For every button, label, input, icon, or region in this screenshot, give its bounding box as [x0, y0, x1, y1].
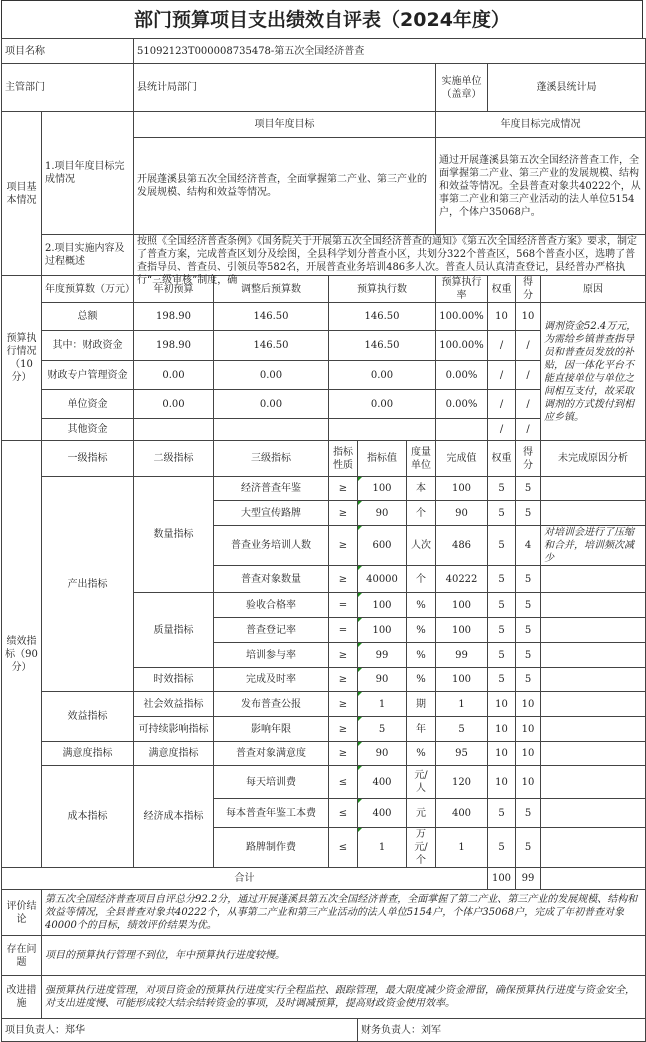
perf-header: 一级指标 [42, 441, 134, 477]
table-row [2, 441, 646, 477]
goal-header: 项目年度目标 [134, 112, 436, 138]
budget-cell: 198.90 [134, 303, 214, 331]
perf-header: 完成值 [436, 441, 488, 477]
actual-value: 95 [436, 742, 488, 766]
indicator-name: 验收合格率 [214, 593, 329, 618]
budget-cell: / [516, 419, 541, 441]
budget-cell: / [516, 390, 541, 419]
shortfall-reason [541, 566, 646, 593]
target-value: 40000 [358, 566, 407, 593]
weight: 5 [488, 828, 516, 868]
indicator-type: ≥ [329, 477, 358, 501]
perf-header: 指标性质 [329, 441, 358, 477]
budget-cell: 0.00 [134, 390, 214, 419]
budget-header: 权重 [488, 276, 516, 303]
target-value: 1 [358, 828, 407, 868]
shortfall-reason [541, 643, 646, 668]
indicator-type: ≥ [329, 717, 358, 742]
indicator-name: 每天培训费 [214, 766, 329, 799]
perf-header: 权重 [488, 441, 516, 477]
basic-info-label: 项目基本情况 [2, 112, 42, 276]
done-header: 年度目标完成情况 [436, 112, 646, 138]
perf-header: 指标值 [358, 441, 407, 477]
project-name-label: 项目名称 [2, 39, 134, 64]
actual-value: 99 [436, 643, 488, 668]
budget-cell: 146.50 [329, 331, 436, 361]
score: 10 [516, 692, 541, 717]
shortfall-reason [541, 742, 646, 766]
budget-cell: 0.00 [134, 361, 214, 390]
shortfall-reason [541, 618, 646, 643]
budget-cell: 其中：财政资金 [42, 331, 134, 361]
unit: % [407, 593, 436, 618]
indicator-name: 普查业务培训人数 [214, 526, 329, 566]
budget-cell: 146.50 [214, 303, 329, 331]
shortfall-reason [541, 692, 646, 717]
target-value: 100 [358, 593, 407, 618]
budget-cell [214, 419, 329, 441]
budget-cell: 198.90 [134, 331, 214, 361]
actual-value: 100 [436, 618, 488, 643]
level2-indicator: 时效指标 [134, 668, 214, 692]
score: 5 [516, 828, 541, 868]
shortfall-reason [541, 477, 646, 501]
actual-value: 1 [436, 828, 488, 868]
budget-cell: 0.00 [214, 390, 329, 419]
indicator-type: = [329, 593, 358, 618]
dept-value: 县统计局部门 [134, 64, 436, 112]
target-value: 90 [358, 668, 407, 692]
project-name: 51092123T000008735478-第五次全国经济普查 [134, 39, 646, 64]
budget-cell: / [516, 331, 541, 361]
actual-value: 1 [436, 692, 488, 717]
score: 5 [516, 501, 541, 526]
shortfall-reason [541, 828, 646, 868]
weight: 5 [488, 593, 516, 618]
table-row [2, 766, 646, 799]
weight: 10 [488, 692, 516, 717]
unit: % [407, 742, 436, 766]
budget-header: 原因 [541, 276, 646, 303]
unit: % [407, 618, 436, 643]
unit: 元/人 [407, 766, 436, 799]
target-value: 400 [358, 799, 407, 828]
budget-section-label: 预算执行情况（10分） [2, 276, 42, 441]
unit-label: 实施单位（盖章） [436, 64, 488, 112]
score: 10 [516, 717, 541, 742]
indicator-name: 每本普查年鉴工本费 [214, 799, 329, 828]
page-title: 部门预算项目支出绩效自评表（2024年度） [1, 0, 643, 38]
weight: 10 [488, 717, 516, 742]
table-row [2, 890, 646, 936]
actual-value: 40222 [436, 566, 488, 593]
budget-cell: 146.50 [329, 303, 436, 331]
problem-text: 项目的预算执行管理不到位，年中预算执行进度较慢。 [42, 936, 646, 976]
improve-label: 改进措施 [2, 976, 42, 1019]
target-value: 100 [358, 477, 407, 501]
indicator-type: ≥ [329, 566, 358, 593]
weight: 5 [488, 799, 516, 828]
unit: 人次 [407, 526, 436, 566]
level2-indicator: 可持续影响指标 [134, 717, 214, 742]
level1-indicator: 满意度指标 [42, 742, 134, 766]
budget-header: 预算执行数 [329, 276, 436, 303]
budget-header: 预算执行率 [436, 276, 488, 303]
total-blank [541, 868, 646, 890]
indicator-name: 影响年限 [214, 717, 329, 742]
perf-header: 未完成原因分析 [541, 441, 646, 477]
table-row [2, 276, 646, 303]
shortfall-reason [541, 766, 646, 799]
shortfall-reason [541, 501, 646, 526]
budget-cell: 0.00% [436, 361, 488, 390]
indicator-type: ≥ [329, 742, 358, 766]
budget-cell: 100.00% [436, 303, 488, 331]
improve-text: 强预算执行进度管理，对项目资金的预算执行进度实行全程监控、跟踪管理，最大限度减少资金滞留，确保预算执行进度与资金安全，对支出进度慢、可能形成较大结余结转资金的事项，及时调减预算，提高财政资金使用效率。 [42, 976, 646, 1019]
score: 4 [516, 526, 541, 566]
budget-header: 年度预算数（万元） [42, 276, 134, 303]
actual-value: 120 [436, 766, 488, 799]
indicator-name: 路牌制作费 [214, 828, 329, 868]
table-row [2, 692, 646, 717]
unit: 万元/个 [407, 828, 436, 868]
table-row [2, 868, 646, 890]
weight: 5 [488, 668, 516, 692]
target-value: 5 [358, 717, 407, 742]
target-value: 100 [358, 618, 407, 643]
indicator-name: 经济普查年鉴 [214, 477, 329, 501]
budget-cell: 财政专户管理资金 [42, 361, 134, 390]
budget-header: 年初预算 [134, 276, 214, 303]
indicator-name: 完成及时率 [214, 668, 329, 692]
budget-cell: 单位资金 [42, 390, 134, 419]
indicator-type: ≤ [329, 828, 358, 868]
level2-indicator: 满意度指标 [134, 742, 214, 766]
indicator-type: ≤ [329, 766, 358, 799]
score: 5 [516, 566, 541, 593]
indicator-name: 培训参与率 [214, 643, 329, 668]
unit: 本 [407, 477, 436, 501]
score: 5 [516, 799, 541, 828]
perf-header: 得分 [516, 441, 541, 477]
unit: 年 [407, 717, 436, 742]
actual-value: 100 [436, 668, 488, 692]
score: 10 [516, 742, 541, 766]
budget-cell: 其他资金 [42, 419, 134, 441]
score: 5 [516, 643, 541, 668]
item1-label: 1.项目年度目标完成情况 [42, 112, 134, 235]
weight: 5 [488, 477, 516, 501]
indicator-type: ≥ [329, 643, 358, 668]
table-row [2, 477, 646, 501]
unit-value: 蓬溪县统计局 [488, 64, 646, 112]
score: 10 [516, 766, 541, 799]
indicator-name: 大型宣传路牌 [214, 501, 329, 526]
evaluation-table [1, 38, 646, 1042]
target-value: 90 [358, 501, 407, 526]
budget-cell: 总额 [42, 303, 134, 331]
weight: 10 [488, 766, 516, 799]
table-row [2, 1019, 646, 1042]
shortfall-reason [541, 593, 646, 618]
indicator-name: 普查对象满意度 [214, 742, 329, 766]
level1-indicator: 产出指标 [42, 477, 134, 692]
project-lead: 项目负责人：郑华 [2, 1019, 358, 1042]
indicator-type: ≥ [329, 692, 358, 717]
budget-cell: 146.50 [214, 331, 329, 361]
level2-indicator: 经济成本指标 [134, 766, 214, 868]
budget-cell [329, 419, 436, 441]
table-row [2, 976, 646, 1019]
table-row [2, 303, 646, 331]
actual-value: 486 [436, 526, 488, 566]
annual-goal: 开展蓬溪县第五次全国经济普查，全面掌握第二产业、第三产业的发展规模、结构和效益等情况。 [134, 138, 436, 235]
indicator-type: ≤ [329, 799, 358, 828]
weight: 5 [488, 618, 516, 643]
perf-section-label: 绩效指标（90分） [2, 441, 42, 868]
unit: 个 [407, 566, 436, 593]
item2-label: 2.项目实施内容及过程概述 [42, 235, 134, 276]
budget-cell: / [488, 331, 516, 361]
shortfall-reason [541, 717, 646, 742]
conclusion-label: 评价结论 [2, 890, 42, 936]
goal-completion: 通过开展蓬溪县第五次全国经济普查工作，全面掌握第二产业、第三产业的发展规模、结构和效益等情况。全县普查对象共40222个，从事第二产业和第三产业活动的法人单位5154户，个体户35068户。 [436, 138, 646, 235]
level1-indicator: 成本指标 [42, 766, 134, 868]
actual-value: 100 [436, 593, 488, 618]
budget-cell [436, 419, 488, 441]
shortfall-reason [541, 799, 646, 828]
budget-cell: 0.00% [436, 390, 488, 419]
target-value: 90 [358, 742, 407, 766]
budget-header: 调整后预算数 [214, 276, 329, 303]
budget-reason: 调剂资金52.4万元，为需给乡镇普查指导员和普查员发放的补贴，因一体化平台不能直接单位与单位之间相互支付，故采取调剂的方式拨付到相应乡镇。 [541, 303, 646, 441]
conclusion-text: 第五次全国经济普查项目自评总分92.2分，通过开展蓬溪县第五次全国经济普查，全面掌握了第二产业、第三产业的发展规模、结构和效益等情况，全县普查对象共40222个，从事第二产业和第三产业活动的法人单位5154户，个体户35068户，完成了年初普查对象40000个的目标，绩效评价结果为优。 [42, 890, 646, 936]
perf-header: 二级指标 [134, 441, 214, 477]
perf-header: 度量单位 [407, 441, 436, 477]
indicator-type: = [329, 618, 358, 643]
unit: % [407, 668, 436, 692]
target-value: 600 [358, 526, 407, 566]
unit: 元 [407, 799, 436, 828]
score: 5 [516, 593, 541, 618]
total-label: 合计 [2, 868, 488, 890]
target-value: 99 [358, 643, 407, 668]
level1-indicator: 效益指标 [42, 692, 134, 742]
table-row [2, 742, 646, 766]
indicator-name: 普查对象数量 [214, 566, 329, 593]
indicator-name: 普查登记率 [214, 618, 329, 643]
score: 5 [516, 618, 541, 643]
target-value: 1 [358, 692, 407, 717]
indicator-type: ≥ [329, 526, 358, 566]
budget-cell [134, 419, 214, 441]
level2-indicator: 社会效益指标 [134, 692, 214, 717]
budget-cell: 10 [488, 303, 516, 331]
actual-value: 5 [436, 717, 488, 742]
budget-cell: / [488, 419, 516, 441]
budget-cell: / [488, 361, 516, 390]
weight: 10 [488, 742, 516, 766]
table-row [2, 936, 646, 976]
actual-value: 400 [436, 799, 488, 828]
unit: 期 [407, 692, 436, 717]
unit: % [407, 643, 436, 668]
budget-cell: 0.00 [329, 361, 436, 390]
dept-label: 主管部门 [2, 64, 134, 112]
level2-indicator: 数量指标 [134, 477, 214, 593]
budget-cell: 0.00 [214, 361, 329, 390]
total-score: 99 [516, 868, 541, 890]
actual-value: 100 [436, 477, 488, 501]
weight: 5 [488, 526, 516, 566]
problem-label: 存在问题 [2, 936, 42, 976]
level2-indicator: 质量指标 [134, 593, 214, 668]
total-weight: 100 [488, 868, 516, 890]
shortfall-reason: 对培训会进行了压缩和合并，培训频次减少 [541, 526, 646, 566]
score: 5 [516, 668, 541, 692]
budget-cell: / [516, 361, 541, 390]
indicator-type: ≥ [329, 501, 358, 526]
weight: 5 [488, 501, 516, 526]
finance-lead: 财务负责人：刘军 [358, 1019, 646, 1042]
weight: 5 [488, 566, 516, 593]
implementation-summary: 按照《全国经济普查条例》《国务院关于开展第五次全国经济普查的通知》《第五次全国经济普查方案》要求，制定了普查方案，完成普查区划分及绘图，全县科学划分普查小区，共划分322个普查区，568个普查小区，选聘了普查指导员、普查员、引领员等582名，开展普查业务培训486多人次。普查人员认真清查登记，县经普办严格执行“三级审核”制度，确 [137, 236, 637, 286]
budget-header: 得分 [516, 276, 541, 303]
weight: 5 [488, 643, 516, 668]
budget-cell: / [488, 390, 516, 419]
perf-header: 三级指标 [214, 441, 329, 477]
budget-cell: 0.00 [329, 390, 436, 419]
indicator-type: ≥ [329, 668, 358, 692]
shortfall-reason [541, 668, 646, 692]
budget-cell: 10 [516, 303, 541, 331]
target-value: 400 [358, 766, 407, 799]
score: 5 [516, 477, 541, 501]
indicator-name: 发布普查公报 [214, 692, 329, 717]
budget-cell: 100.00% [436, 331, 488, 361]
unit: 个 [407, 501, 436, 526]
actual-value: 90 [436, 501, 488, 526]
